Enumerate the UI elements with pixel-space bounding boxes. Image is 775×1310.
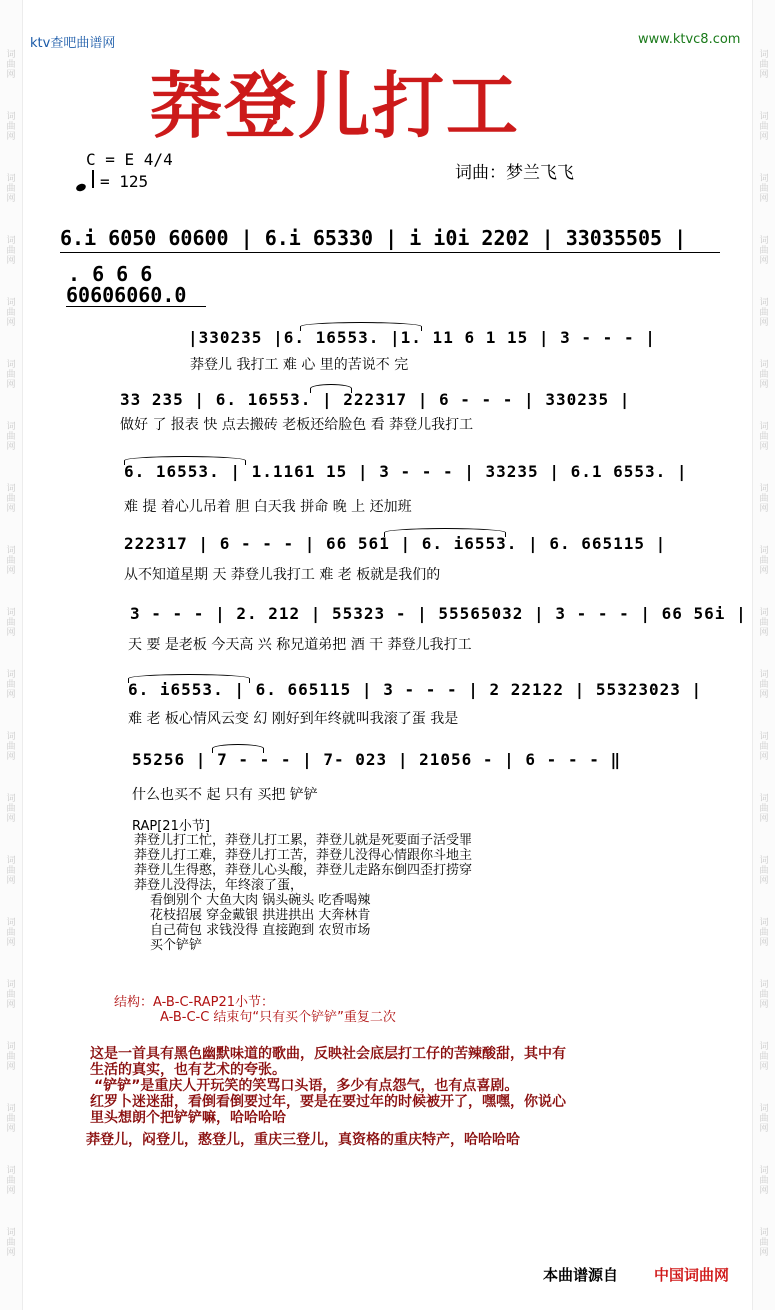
watermark-text: 词 曲 网 xyxy=(759,918,769,948)
description-line: 这是一首具有黑色幽默味道的歌曲，反映社会底层打工仔的苦辣酸甜，其中有 xyxy=(90,1046,566,1062)
watermark-text: 词 曲 网 xyxy=(6,918,16,948)
quarter-note-stem-icon xyxy=(92,170,94,188)
song-title: 莽登儿打工 xyxy=(150,64,521,148)
rap-line: 买个铲铲 xyxy=(150,938,203,953)
rap-line: 看倒别个 大鱼大肉 锅头碗头 吃香喝辣 xyxy=(150,893,371,908)
slur-arc xyxy=(128,674,250,683)
watermark-text: 词 曲 网 xyxy=(6,546,16,576)
score-lyrics-row-4: 从不知道星期 天 莽登儿我打工 难 老 板就是我们的 xyxy=(124,567,441,583)
watermark-text: 词 曲 网 xyxy=(6,794,16,824)
watermark-text: 词 曲 网 xyxy=(6,1228,16,1258)
rap-line: 莽登儿打工忙，莽登儿打工累，莽登儿就是死要面子活受罪 xyxy=(134,833,473,848)
rap-heading: RAP[21小节] xyxy=(132,819,210,834)
intro-underline xyxy=(60,252,720,253)
watermark-text: 词 曲 网 xyxy=(759,484,769,514)
score-lyrics-row-3: 难 提 着心儿吊着 胆 白天我 拼命 晚 上 还加班 xyxy=(124,499,412,515)
watermark-text: 词 曲 网 xyxy=(759,1166,769,1196)
watermark-text: 词 曲 网 xyxy=(6,174,16,204)
score-lyrics-row-1: 莽登儿 我打工 难 心 里的苦说不 完 xyxy=(190,357,409,373)
slur-arc xyxy=(212,744,264,753)
watermark-text: 词 曲 网 xyxy=(6,670,16,700)
watermark-text: 词 曲 网 xyxy=(6,1104,16,1134)
description-final: 莽登儿，闷登儿，憨登儿，重庆三登儿，真资格的重庆特产，哈哈哈哈 xyxy=(86,1132,520,1148)
watermark-text: 词 曲 网 xyxy=(759,546,769,576)
slur-arc xyxy=(310,384,352,393)
watermark-text: 词 曲 网 xyxy=(759,608,769,638)
slur-arc xyxy=(300,322,422,331)
description-line: “铲铲”是重庆人开玩笑的笑骂口头语，多少有点怨气，也有点喜剧。 xyxy=(94,1078,519,1094)
score-notes-row-5: 3 - - - | 2. 212 | 55323 - | 55565032 | 3 - - - | 66 56i | xyxy=(130,604,747,623)
watermark-text: 词 曲 网 xyxy=(6,1166,16,1196)
rap-line: 莽登儿没得法，年终滚了蛋， xyxy=(134,878,304,893)
score-notes-row-3: 6. 16553. | 1.1161 15 | 3 - - - | 33235 | 6.1 6553. | xyxy=(124,462,688,481)
score-notes-row-2: 33 235 | 6. 16553. | 222317 | 6 - - - | 330235 | xyxy=(120,390,631,409)
rap-line: 花枝招展 穿金戴银 拱进拱出 大奔林肯 xyxy=(150,908,371,923)
watermark-text: 词 曲 网 xyxy=(6,50,16,80)
score-notes-row-6: 6. i6553. | 6. 665115 | 3 - - - | 2 22122 | 55323023 | xyxy=(128,680,703,699)
watermark-text: 词 曲 网 xyxy=(759,236,769,266)
score-notes-row-7: 55256 | 7 - - - | 7- 023 | 21056 - | 6 - - - ‖ xyxy=(132,750,622,769)
slur-arc xyxy=(384,528,506,537)
rap-line: 莽登儿生得憨，莽登儿心头酸，莽登儿走路东倒四歪打捞穿 xyxy=(134,863,473,878)
score-lyrics-row-7: 什么也买不 起 只有 买把 铲铲 xyxy=(132,787,318,803)
structure-line-1: 结构：A-B-C-RAP21小节： xyxy=(114,995,274,1010)
header-left-site[interactable]: ktv查吧曲谱网 xyxy=(30,36,116,51)
watermark-text: 词 曲 网 xyxy=(6,422,16,452)
score-notes-row-1: |330235 |6. 16553. |1. 11 6 1 15 | 3 - - - | xyxy=(188,328,656,347)
watermark-text: 词 曲 网 xyxy=(6,856,16,886)
watermark-text: 词 曲 网 xyxy=(6,236,16,266)
watermark-text: 词 曲 网 xyxy=(759,670,769,700)
intro-line-2-dots: . 6 6 6 xyxy=(68,262,153,286)
watermark-text: 词 曲 网 xyxy=(759,856,769,886)
score-lyrics-row-2: 做好 了 报表 快 点去搬砖 老板还给脸色 看 莽登儿我打工 xyxy=(120,417,474,433)
watermark-text: 词 曲 网 xyxy=(759,298,769,328)
watermark-text: 词 曲 网 xyxy=(759,50,769,80)
watermark-text: 词 曲 网 xyxy=(759,794,769,824)
quarter-note-icon xyxy=(75,183,87,193)
score-notes-row-4: 222317 | 6 - - - | 66 561 | 6. i6553. | 6. 665115 | xyxy=(124,534,667,553)
watermark-text: 词 曲 网 xyxy=(759,422,769,452)
watermark-text: 词 曲 网 xyxy=(759,732,769,762)
rap-line: 自己荷包 求钱没得 直接跑到 农贸市场 xyxy=(150,923,371,938)
intro-line-2: 60606060.0 xyxy=(66,283,187,307)
footer-source-label: 本曲谱源自 xyxy=(543,1266,619,1284)
description-line: 里头想朗个把铲铲嘛，哈哈哈哈 xyxy=(90,1110,286,1126)
watermark-text: 词 曲 网 xyxy=(759,112,769,142)
watermark-text: 词 曲 网 xyxy=(759,980,769,1010)
watermark-text: 词 曲 网 xyxy=(6,608,16,638)
rap-line: 莽登儿打工难，莽登儿打工苦，莽登儿没得心情跟你斗地主 xyxy=(134,848,473,863)
structure-line-2: A-B-C-C 结束句“只有买个铲铲”重复二次 xyxy=(160,1010,396,1025)
watermark-text: 词 曲 网 xyxy=(759,1104,769,1134)
intro-underline-2 xyxy=(66,306,206,307)
description-line: 生活的真实，也有艺术的夸张。 xyxy=(90,1062,286,1078)
watermark-text: 词 曲 网 xyxy=(6,980,16,1010)
song-composer: 词曲：梦兰飞飞 xyxy=(455,163,574,183)
song-tempo: = 125 xyxy=(100,172,149,191)
score-lyrics-row-6: 难 老 板心情风云变 幻 刚好到年终就叫我滚了蛋 我是 xyxy=(128,711,459,727)
slur-arc xyxy=(124,456,246,465)
watermark-text: 词 曲 网 xyxy=(759,1228,769,1258)
description-line: 红罗卜迷迷甜，看倒看倒要过年，要是在要过年的时候被开了，嘿嘿，你说心 xyxy=(90,1094,566,1110)
watermark-text: 词 曲 网 xyxy=(759,360,769,390)
header-right-site[interactable]: www.ktvc8.com xyxy=(638,32,741,47)
song-key: C = E 4/4 xyxy=(86,150,173,169)
score-lyrics-row-5: 天 要 是老板 今天高 兴 称兄道弟把 酒 干 莽登儿我打工 xyxy=(128,637,472,653)
watermark-text: 词 曲 网 xyxy=(6,360,16,390)
watermark-text: 词 曲 网 xyxy=(6,1042,16,1072)
intro-line-1: 6.i 6050 60600 | 6.i 65330 | i i0i 2202 | 33035505 | xyxy=(60,226,687,250)
watermark-text: 词 曲 网 xyxy=(6,112,16,142)
watermark-text: 词 曲 网 xyxy=(759,174,769,204)
footer-source-site[interactable]: 中国词曲网 xyxy=(654,1266,730,1284)
watermark-text: 词 曲 网 xyxy=(759,1042,769,1072)
watermark-text: 词 曲 网 xyxy=(6,298,16,328)
watermark-text: 词 曲 网 xyxy=(6,732,16,762)
watermark-text: 词 曲 网 xyxy=(6,484,16,514)
